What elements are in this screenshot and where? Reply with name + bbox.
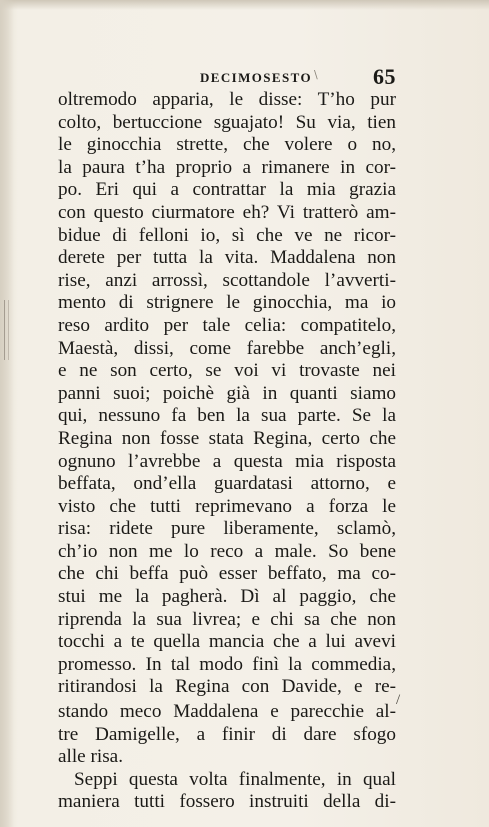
text-line: derete per tutta la vita. Maddalena non (58, 247, 396, 269)
text-line: promesso. In tal modo finì la commedia, (58, 653, 396, 675)
text-line: reso ardito per tale celia: compatitelo, (58, 314, 396, 336)
page-gutter-shadow (0, 0, 14, 827)
text-line: che chi beffa può esser beffato, ma co- (58, 563, 396, 585)
text-line: maniera tutti fossero instruiti della di- (58, 791, 396, 813)
text-line: tocchi a te quella mancia che a lui avevi (58, 631, 396, 653)
text-line: Regina non fosse stata Regina, certo che (58, 427, 396, 449)
text-line: stui me la pagherà. Dì al paggio, che (58, 586, 396, 608)
text-line: ritirandosi la Regina con Davide, e re- (58, 676, 396, 698)
body-text (58, 89, 396, 814)
text-line: po. Eri qui a contrattar la mia grazia (58, 179, 396, 201)
binding-mark (4, 300, 9, 360)
paragraph-last-line: alle risa. (58, 746, 123, 768)
margin-mark: / (396, 692, 401, 708)
text-line: mento di strignere le ginocchia, ma io (58, 292, 396, 314)
text-line: beffata, ond’ella guardatasi attorno, e (58, 473, 396, 495)
text-line: rise, anzi arrossì, scottandole l’avverti- (58, 269, 396, 291)
text-line: riprenda la sua livrea; e chi sa che non (58, 608, 396, 630)
text-line: visto che tutti reprimevano a forza le (58, 495, 396, 517)
paragraph-first-line: Seppi questa volta finalmente, in qual (74, 768, 396, 790)
text-line: bidue di felloni io, sì che ve ne ricor- (58, 224, 396, 246)
page-number: 65 (373, 64, 396, 89)
text-line: colto, bertuccione sguajato! Su via, tien (58, 111, 396, 133)
text-line: tre Damigelle, a finir di dare sfogo (58, 723, 396, 745)
text-line: con questo ciurmatore eh? Vi tratterò am- (58, 201, 396, 223)
text-line: stando meco Maddalena e parecchie al- (58, 701, 396, 723)
text-line: Maestà, dissi, come farebbe anch’egli, (58, 337, 396, 359)
running-head (58, 66, 398, 90)
text-line: ch’io non me lo reco a male. So bene (58, 540, 396, 562)
page-top-edge (0, 0, 489, 10)
text-line: risa: ridete pure liberamente, sclamò, (58, 518, 396, 540)
running-head-mark: \ (314, 68, 318, 81)
running-head-title: DECIMOSESTO (200, 70, 312, 85)
text-line: le ginocchia strette, che volere o no, (58, 134, 396, 156)
text-line: la paura t’ha proprio a rimanere in cor- (58, 156, 396, 178)
text-line: qui, nessuno fa ben la sua parte. Se la (58, 405, 396, 427)
text-line: panni suoi; poichè già in quanti siamo (58, 382, 396, 404)
text-line: ognuno l’avrebbe a questa mia risposta (58, 450, 396, 472)
text-line: oltremodo apparia, le disse: T’ho pur (58, 89, 396, 110)
text-line: e ne son certo, se voi vi trovaste nei (58, 360, 396, 382)
